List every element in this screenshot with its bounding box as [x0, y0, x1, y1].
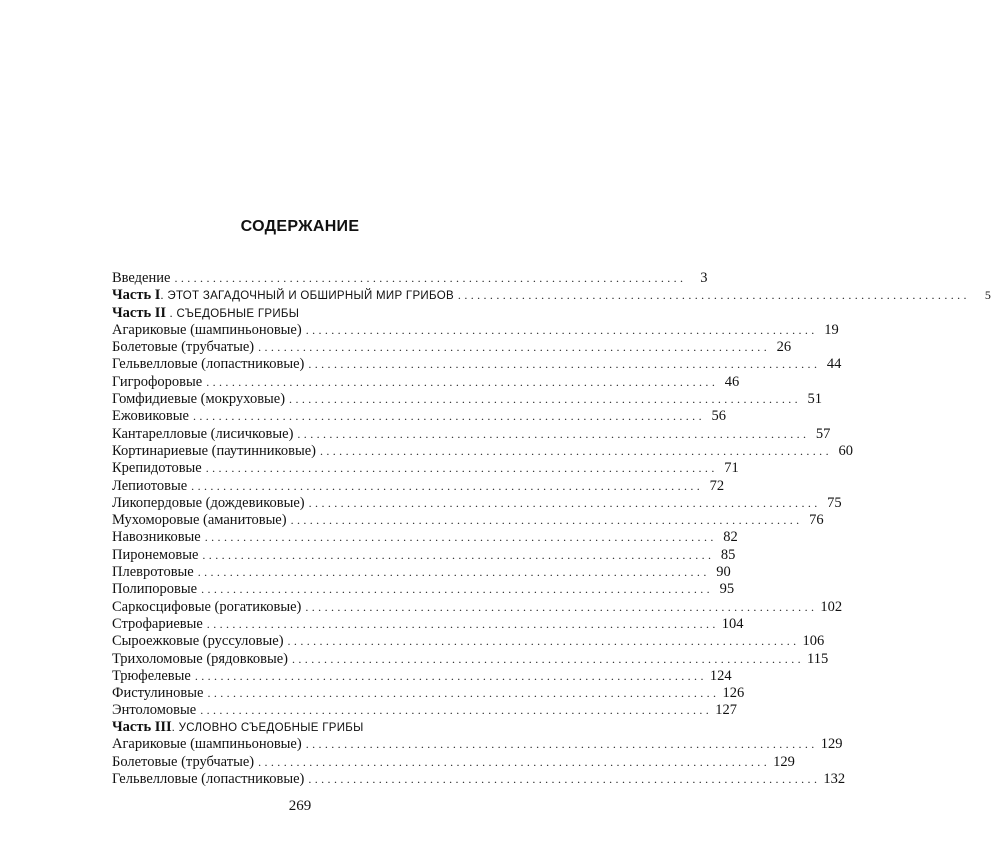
entry-title: Кортинариевые (паутинниковые)	[112, 442, 316, 459]
toc-entry[interactable]	[112, 633, 825, 650]
entry-title: Навозниковые	[112, 529, 201, 546]
entry-page: 102	[820, 598, 843, 615]
leader-dots: ................................................................................	[204, 530, 717, 545]
leader-dots: ................................................................................	[205, 461, 718, 476]
toc-entry[interactable]	[112, 373, 740, 391]
leader-dots: ................................................................................	[202, 547, 715, 562]
leader-dots: ................................................................................	[258, 754, 771, 769]
toc-entry-part1[interactable]	[112, 287, 991, 304]
leader-dots: ................................................................................	[297, 426, 810, 441]
entry-page: 26	[776, 339, 792, 356]
leader-dots: ................................................................................	[290, 513, 803, 528]
entry-title: Энтоломовые	[112, 702, 197, 719]
leader-dots: ................................................................................	[305, 737, 818, 752]
page-number: 269	[288, 798, 312, 814]
entry-title: Ежовиковые	[112, 408, 189, 425]
entry-page: 95	[719, 581, 735, 598]
entry-page: 75	[827, 494, 842, 511]
leader-dots: ................................................................................	[308, 771, 821, 786]
entry-title	[112, 305, 299, 323]
leader-dots: ................................................................................	[319, 443, 832, 458]
toc-entry[interactable]	[112, 339, 792, 356]
leader-dots: ................................................................................	[308, 495, 821, 510]
leader-dots: ................................................................................	[200, 703, 713, 718]
entry-title: Гигрофоровые	[112, 373, 203, 390]
leader-dots: ................................................................................	[207, 686, 720, 701]
toc-entry[interactable]	[112, 408, 726, 425]
toc-entry[interactable]	[112, 494, 842, 512]
entry-page: 46	[724, 373, 740, 390]
leader-dots: ................................................................................	[289, 392, 802, 407]
entry-title	[112, 719, 364, 737]
toc-entry[interactable]	[112, 770, 846, 788]
toc-entry[interactable]	[112, 564, 731, 581]
entry-title: Агариковые (шампиньоновые)	[112, 736, 302, 753]
toc-entry[interactable]	[112, 650, 829, 668]
part-label: Часть I	[112, 287, 161, 304]
leader-dots: ................................................................................	[457, 288, 970, 303]
entry-title: Введение	[112, 270, 171, 286]
entry-page: 72	[709, 477, 725, 494]
toc-entry[interactable]	[112, 425, 831, 443]
entry-page: 129	[820, 736, 843, 753]
part-title: . УСЛОВНО СЪЕДОБНЫЕ ГРИБЫ	[171, 722, 364, 734]
entry-page: 104	[721, 615, 744, 632]
entry-page: 90	[716, 564, 731, 581]
entry-title	[112, 287, 454, 305]
toc-entry[interactable]	[112, 391, 823, 408]
toc-entry[interactable]	[112, 546, 736, 564]
entry-page: 85	[720, 546, 736, 563]
toc-part3-header	[112, 719, 489, 736]
leader-dots: ................................................................................	[174, 271, 687, 285]
toc-entry[interactable]	[112, 581, 735, 598]
entry-page: 56	[711, 408, 726, 425]
entry-title: Трюфелевые	[112, 667, 191, 684]
entry-title: Лепиотовые	[112, 477, 188, 494]
entry-page: 51	[807, 391, 823, 408]
entry-title: Болетовые (трубчатые)	[112, 753, 255, 770]
entry-title: Ликопердовые (дождевиковые)	[112, 494, 305, 511]
entry-page: 3	[700, 270, 708, 286]
leader-dots: ................................................................................	[206, 374, 719, 389]
leader-dots: ................................................................................	[197, 565, 710, 580]
toc-entry[interactable]	[112, 736, 843, 753]
leader-dots: ................................................................................	[258, 340, 771, 355]
entry-title: Крепидотовые	[112, 460, 202, 477]
entry-title: Трихоломовые (рядовковые)	[112, 650, 288, 667]
toc-entry[interactable]	[112, 442, 853, 460]
leader-dots: ................................................................................	[308, 357, 821, 372]
toc-entry[interactable]	[112, 321, 839, 339]
entry-page: 71	[724, 460, 739, 477]
entry-title: Гомфидиевые (мокруховые)	[112, 391, 286, 408]
entry-title: Полипоровые	[112, 581, 198, 598]
toc-entry[interactable]	[112, 460, 739, 477]
leader-dots: ................................................................................	[194, 668, 707, 683]
leader-dots: ................................................................................	[206, 616, 719, 631]
entry-title: Фистулиновые	[112, 685, 204, 702]
toc-part2-header	[112, 305, 489, 322]
entry-title: Кантарелловые (лисичковые)	[112, 425, 294, 442]
part2-list	[112, 321, 853, 720]
entry-page: 124	[709, 667, 732, 684]
part-title: . ЭТОТ ЗАГАДОЧНЫЙ И ОБШИРНЫЙ МИР ГРИБОВ	[160, 290, 454, 303]
entry-page: 126	[722, 685, 745, 702]
part3-list	[112, 736, 846, 788]
entry-page: 106	[802, 633, 825, 650]
toc-heading: СОДЕРЖАНИЕ	[240, 218, 360, 235]
part-title: . СЪЕДОБНЫЕ ГРИБЫ	[166, 307, 300, 320]
toc-entry[interactable]	[112, 529, 738, 546]
entry-title: Болетовые (трубчатые)	[112, 339, 255, 356]
part-label: Часть II	[112, 304, 167, 321]
toc-entry[interactable]	[112, 356, 842, 373]
toc-entry[interactable]	[112, 753, 795, 771]
toc-entry-intro[interactable]	[112, 270, 708, 287]
entry-page: 5	[984, 288, 991, 303]
entry-title: Гельвелловые (лопастниковые)	[112, 770, 305, 787]
entry-title: Пиронемовые	[112, 546, 199, 563]
toc-entry[interactable]	[112, 477, 725, 495]
entry-page: 82	[723, 529, 738, 546]
entry-title: Агариковые (шампиньоновые)	[112, 321, 302, 338]
entry-title: Саркосцифовые (рогатиковые)	[112, 598, 302, 615]
toc-entry[interactable]	[112, 598, 843, 616]
leader-dots: ................................................................................	[292, 651, 804, 666]
entry-title: Плевротовые	[112, 564, 194, 581]
entry-title: Мухоморовые (аманитовые)	[112, 512, 287, 529]
entry-page: 76	[809, 512, 824, 529]
entry-page: 115	[807, 650, 829, 667]
leader-dots: ................................................................................	[305, 322, 818, 337]
entry-page: 129	[773, 753, 795, 770]
toc-entry[interactable]	[112, 512, 824, 529]
leader-dots: ................................................................................	[201, 582, 714, 597]
leader-dots: ................................................................................	[305, 599, 818, 614]
entry-title: Сыроежковые (руссуловые)	[112, 633, 284, 650]
leader-dots: ................................................................................	[287, 634, 800, 649]
toc-entry[interactable]	[112, 685, 745, 702]
entry-page: 60	[838, 442, 853, 459]
toc-entry[interactable]	[112, 667, 732, 685]
part-label: Часть III	[112, 719, 172, 735]
entry-page: 57	[815, 425, 831, 442]
toc-block-bottom	[112, 719, 846, 788]
entry-title: Строфариевые	[112, 615, 203, 632]
entry-page: 132	[823, 770, 846, 787]
entry-page: 44	[826, 356, 842, 373]
entry-page: 127	[715, 702, 737, 719]
entry-title: Гельвелловые (лопастниковые)	[112, 356, 305, 373]
entry-page: 19	[824, 321, 839, 338]
leader-dots: ................................................................................	[192, 409, 705, 424]
leader-dots: ................................................................................	[191, 478, 704, 493]
toc-entry[interactable]	[112, 615, 744, 633]
toc-block-top	[112, 270, 991, 720]
toc-entry[interactable]	[112, 702, 737, 719]
